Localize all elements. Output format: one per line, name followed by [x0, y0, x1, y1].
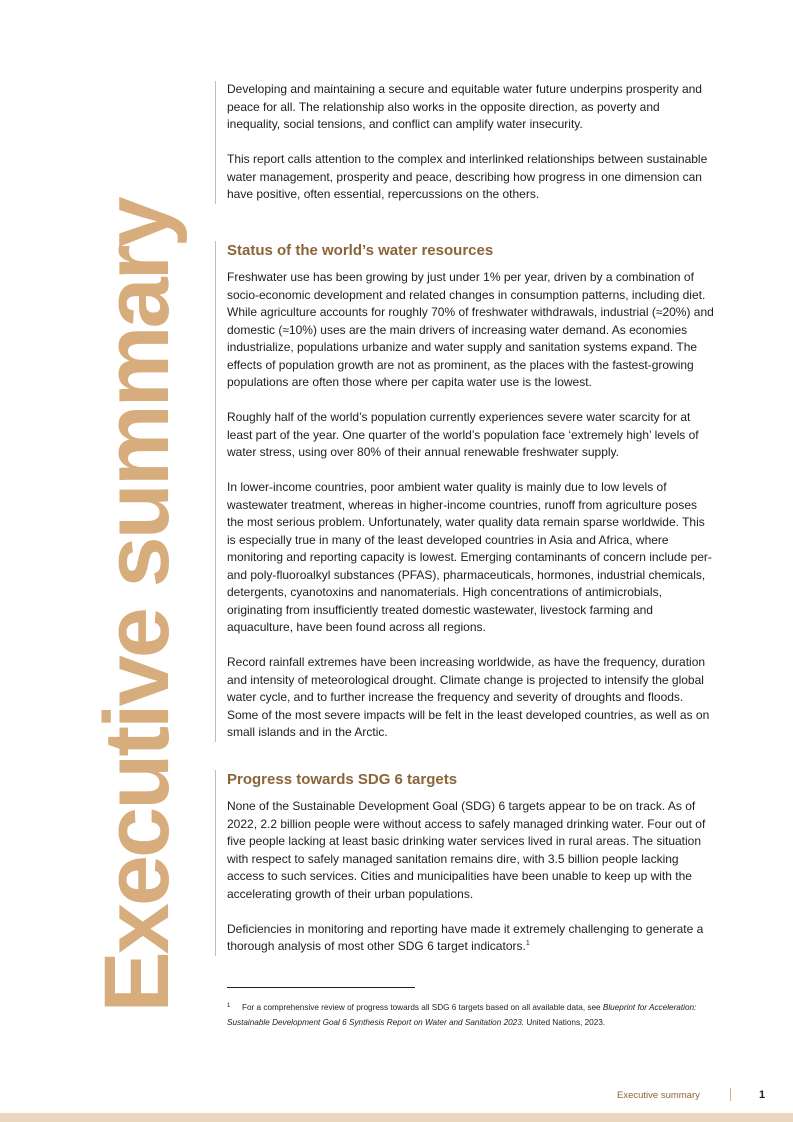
progress-heading: Progress towards SDG 6 targets: [227, 771, 458, 788]
status-paragraph-4: Record rainfall extremes have been increasing worldwide, as have the frequency, duration and intensity of meteorological drought. Climate change is projected to intensify the global water cycle, and to further increase the frequency and severity of droughts and floods. Some of the most severe impacts will be felt in the least developed countries, as well as on small islands and in the Arctic.: [227, 655, 710, 739]
status-section: [215, 241, 715, 742]
progress-paragraph-2-text: Deficiencies in monitoring and reporting have made it extremely challenging to generate a thorough analysis of most other SDG 6 target indicators.: [227, 921, 704, 953]
footnote-citation-title: Blueprint for Acceleration: Sustainable Development Goal 6 Synthesis Report on Water and Sanitation 2023.: [227, 1003, 697, 1027]
footnote: [227, 999, 717, 1030]
intro-paragraph-1: Developing and maintaining a secure and equitable water future underpins prosperity and peace for all. The relationship also works in the opposite direction, as poverty and inequality, social tensions, and conflict can amplify water insecurity.: [227, 82, 702, 131]
side-title: Executive summary: [86, 199, 188, 1013]
footnote-text-before: For a comprehensive review of progress towards all SDG 6 targets based on all available data, see: [242, 1003, 603, 1012]
page-number: 1: [759, 1089, 766, 1101]
footnote-divider: [227, 987, 415, 988]
status-paragraph-1: Freshwater use has been growing by just under 1% per year, driven by a combination of socio-economic development and related changes in consumption patterns, including diet. While agriculture accounts for roughly 70% of freshwater withdrawals, industrial (≈20%) and domestic (≈10%) uses are the main drivers of increasing water demand. As economies industrialize, populations urbanize and water supply and sanitation systems expand. The effects of population growth are not as prominent, as the places with the fastest-growing populations are often those where per capita water use is the lowest.: [227, 270, 714, 389]
footnote-reference[interactable]: 1: [525, 940, 530, 947]
footer-divider: [730, 1088, 731, 1101]
progress-paragraph-1: None of the Sustainable Development Goal (SDG) 6 targets appear to be on track. As of 2022, 2.2 billion people were without access to safely managed drinking water. Four out of five people lacking at least basic drinking water services lived in rural areas. The situation with respect to safely managed sanitation remains dire, with 3.5 billion people lacking access to such services. Cities and municipalities have been unable to keep up with the accelerating growth of their urban populations.: [227, 799, 706, 901]
bottom-band: [0, 1113, 793, 1122]
intro-paragraph-2: This report calls attention to the complex and interlinked relationships between sustainable water management, prosperity and peace, describing how progress in one dimension can have positive, often essential, repercussions on the others.: [227, 152, 708, 201]
footnote-marker: 1: [227, 1003, 231, 1009]
status-paragraph-3: In lower-income countries, poor ambient water quality is mainly due to low levels of wastewater treatment, whereas in higher-income countries, runoff from agriculture poses the most serious problem. Unfortunately, water quality data remain sparse worldwide. This is especially true in many of the least developed countries in Asia and Africa, where monitoring and reporting capacity is lowest. Emerging contaminants of concern include per- and poly-fluoroalkyl substances (PFAS), pharmaceuticals, hormones, industrial chemicals, detergents, cyanotoxins and nanomaterials. High concentrations of antimicrobials, originating from insufficiently treated domestic wastewater, livestock farming and aquaculture, have been found across all regions.: [227, 480, 712, 634]
footer-section-label: Executive summary: [617, 1090, 700, 1101]
status-heading: Status of the world’s water resources: [227, 242, 494, 259]
progress-paragraph-2: [227, 921, 715, 956]
intro-block: [215, 81, 715, 204]
progress-section: [215, 770, 715, 956]
status-paragraph-2: Roughly half of the world’s population currently experiences severe water scarcity for at least part of the year. One quarter of the world’s population face ‘extremely high’ levels of water stress, using over 80% of their annual renewable freshwater supply.: [227, 410, 699, 459]
footnote-text-after: United Nations, 2023.: [524, 1018, 606, 1027]
